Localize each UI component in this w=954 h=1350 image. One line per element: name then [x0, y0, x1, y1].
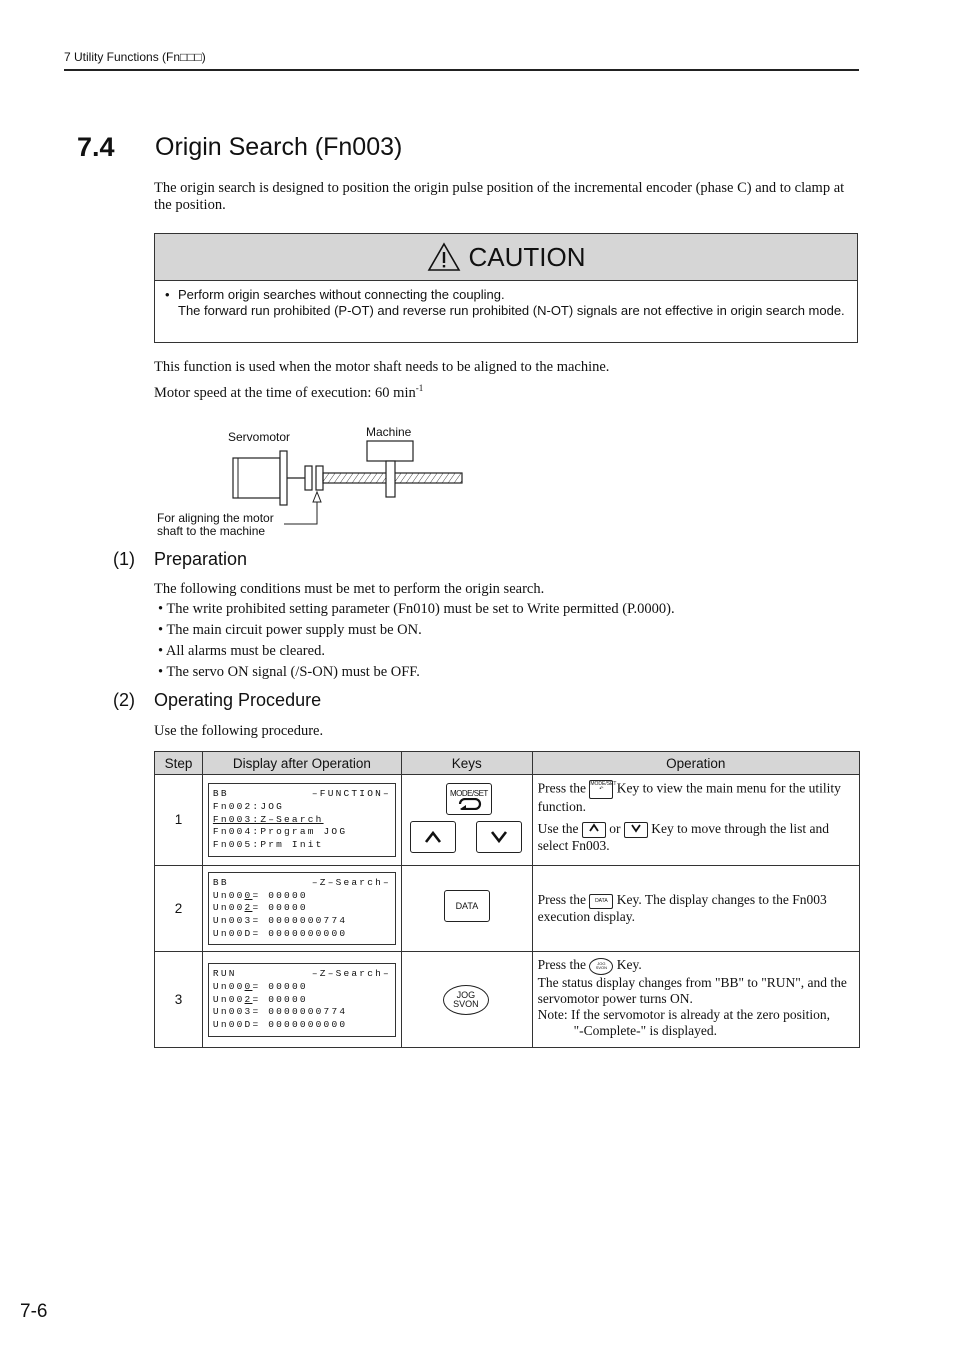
operation-text: Press the DATA Key. The display changes to the Fn003 execution display.: [537, 892, 827, 924]
mode-set-key[interactable]: [446, 783, 492, 815]
display-line: Un003= 0000000774: [212, 1006, 348, 1018]
machine-nut: [386, 461, 395, 497]
display-mode: –Z–Search–: [311, 968, 391, 980]
operation-status-text: The status display changes from "BB" to "RUN", and the servomotor power turns ON.: [537, 974, 847, 1006]
operation-text: Press the MODE/SET ↶ Key to view the main menu for the utility function.: [537, 780, 841, 814]
condition-item: • All alarms must be cleared.: [158, 643, 325, 659]
motor-speed-prefix: Motor speed at the time of execution: 60 min: [154, 384, 416, 401]
display-line-selected: Fn003:Z–Search: [212, 813, 324, 825]
condition-item: • The servo ON signal (/S-ON) must be OFF.: [158, 664, 420, 680]
data-key[interactable]: [444, 890, 490, 922]
down-arrow-icon: [490, 830, 508, 844]
display-line: Un00D= 0000000000: [212, 1018, 348, 1030]
table-row: [155, 775, 860, 866]
keys-cell: [401, 775, 532, 866]
motor-speed-exponent: -1: [415, 383, 424, 393]
caution-header: [155, 234, 857, 281]
display-line: Fn004:Program JOG: [212, 826, 348, 838]
section-intro: The origin search is designed to position the origin pulse position of the incremental encoder (phase C) and to clamp at the position.: [154, 180, 845, 213]
display-line: Fn002:JOG: [212, 800, 285, 812]
down-arrow-icon: [631, 823, 641, 833]
machine-label: Machine: [366, 425, 412, 439]
operation-cell: [532, 865, 859, 952]
procedure-table: [154, 751, 860, 1048]
inline-down-key: [624, 822, 648, 838]
alignment-label-line-2: shaft to the machine: [157, 524, 266, 538]
display-status: RUN: [212, 968, 237, 980]
display-mode: –Z–Search–: [311, 876, 391, 888]
operation-cell: [532, 775, 859, 866]
procedure-intro: Use the following procedure.: [154, 723, 324, 739]
column-header-operation: Operation: [532, 752, 859, 775]
operation-text: Press the JOG SVON Key.: [538, 957, 853, 974]
procedure-heading: [113, 690, 321, 711]
jog-svon-key-label-2: SVON: [453, 999, 479, 1010]
servomotor-label: Servomotor: [228, 430, 291, 444]
display-line: Un000= 00000: [212, 889, 308, 901]
step-number: 3: [155, 952, 203, 1048]
servomotor-flange: [280, 451, 287, 505]
coupling-half-machine: [316, 466, 323, 490]
preparation-title: Preparation: [154, 549, 248, 569]
preparation-number: (1): [113, 549, 135, 569]
display-line: Fn005:Prm Init: [212, 839, 324, 850]
up-key[interactable]: [410, 821, 456, 853]
down-key[interactable]: [476, 821, 522, 853]
alignment-label: [157, 512, 274, 538]
motor-speed-text: [154, 380, 423, 402]
servomotor-body: [233, 458, 280, 498]
keys-cell: [401, 952, 532, 1048]
table-row: [155, 865, 860, 952]
header-rule: [64, 69, 859, 71]
warning-triangle-icon: [427, 242, 461, 272]
display-status: BB: [212, 788, 229, 800]
display-cell: [202, 865, 401, 952]
column-header-keys: Keys: [401, 752, 532, 775]
condition-item: • The write prohibited setting parameter (Fn010) must be set to Write permitted (P.0000).: [158, 601, 675, 617]
operation-note-cont: "-Complete-" is displayed.: [573, 1022, 717, 1038]
procedure-title: Operating Procedure: [154, 690, 322, 710]
keys-cell: [401, 865, 532, 952]
caution-line-1: Perform origin searches without connecting the coupling.: [178, 287, 505, 302]
table-header-row: [155, 752, 860, 775]
jog-svon-key-label-1: JOG: [456, 990, 476, 1001]
display-line: Un002= 00000: [212, 993, 308, 1005]
operation-note: Note: If the servomotor is already at the zero position,: [537, 1006, 831, 1022]
caution-line-2: The forward run prohibited (P-OT) and reverse run prohibited (N-OT) signals are not effective in origin search mode.: [178, 303, 845, 318]
procedure-number: (2): [113, 690, 135, 710]
operator-display: [208, 963, 396, 1037]
display-cell: [202, 775, 401, 866]
inline-up-key: [582, 822, 606, 838]
display-line: Un003= 0000000774: [212, 915, 348, 927]
operator-display: [208, 872, 396, 946]
section-title: Origin Search (Fn003): [155, 133, 403, 161]
caution-bullet: •: [165, 287, 170, 302]
display-mode: –FUNCTION–: [311, 788, 391, 800]
jog-svon-key[interactable]: [443, 985, 489, 1015]
step-number: 2: [155, 865, 203, 952]
section-number: 7.4: [77, 132, 115, 162]
operation-text: Use the or Key to move through the list and select Fn003.: [537, 821, 829, 853]
preparation-intro: The following conditions must be met to perform the origin search.: [154, 581, 545, 597]
condition-item: • The main circuit power supply must be ON.: [158, 622, 422, 638]
coupling-half-motor: [305, 466, 312, 490]
mode-set-key-label: MODE/SET: [450, 788, 488, 798]
column-header-step: Step: [155, 752, 203, 775]
inline-data-key: DATA: [589, 894, 613, 909]
caution-body: [165, 287, 847, 319]
inline-jog-svon-key: JOG SVON: [589, 958, 613, 975]
data-key-label: DATA: [455, 900, 479, 911]
inline-mode-set-key: MODE/SET ↶: [589, 780, 613, 799]
function-description: This function is used when the motor shaft needs to be aligned to the machine.: [154, 359, 610, 375]
caution-title: CAUTION: [468, 241, 586, 272]
alignment-label-line-1: For aligning the motor: [157, 511, 274, 525]
display-cell: [202, 952, 401, 1048]
display-line: Un000= 00000: [212, 980, 308, 992]
running-header: 7 Utility Functions (Fn□□□): [64, 50, 206, 64]
display-line: Un00D= 0000000000: [212, 927, 348, 939]
alignment-arrow: [284, 500, 317, 524]
operation-cell: [532, 952, 859, 1048]
caution-box: [154, 233, 858, 343]
display-status: BB: [212, 876, 229, 888]
up-arrow-icon: [589, 823, 599, 833]
up-arrow-icon: [424, 830, 442, 844]
machine-table: [367, 441, 413, 461]
mode-set-arrow-icon: [456, 798, 482, 810]
page-number: 7-6: [20, 1301, 48, 1322]
preparation-heading: [113, 549, 247, 570]
operator-display: [208, 783, 396, 857]
display-line: Un002= 00000: [212, 902, 308, 914]
step-number: 1: [155, 775, 203, 866]
column-header-display: Display after Operation: [202, 752, 401, 775]
table-row: [155, 952, 860, 1048]
